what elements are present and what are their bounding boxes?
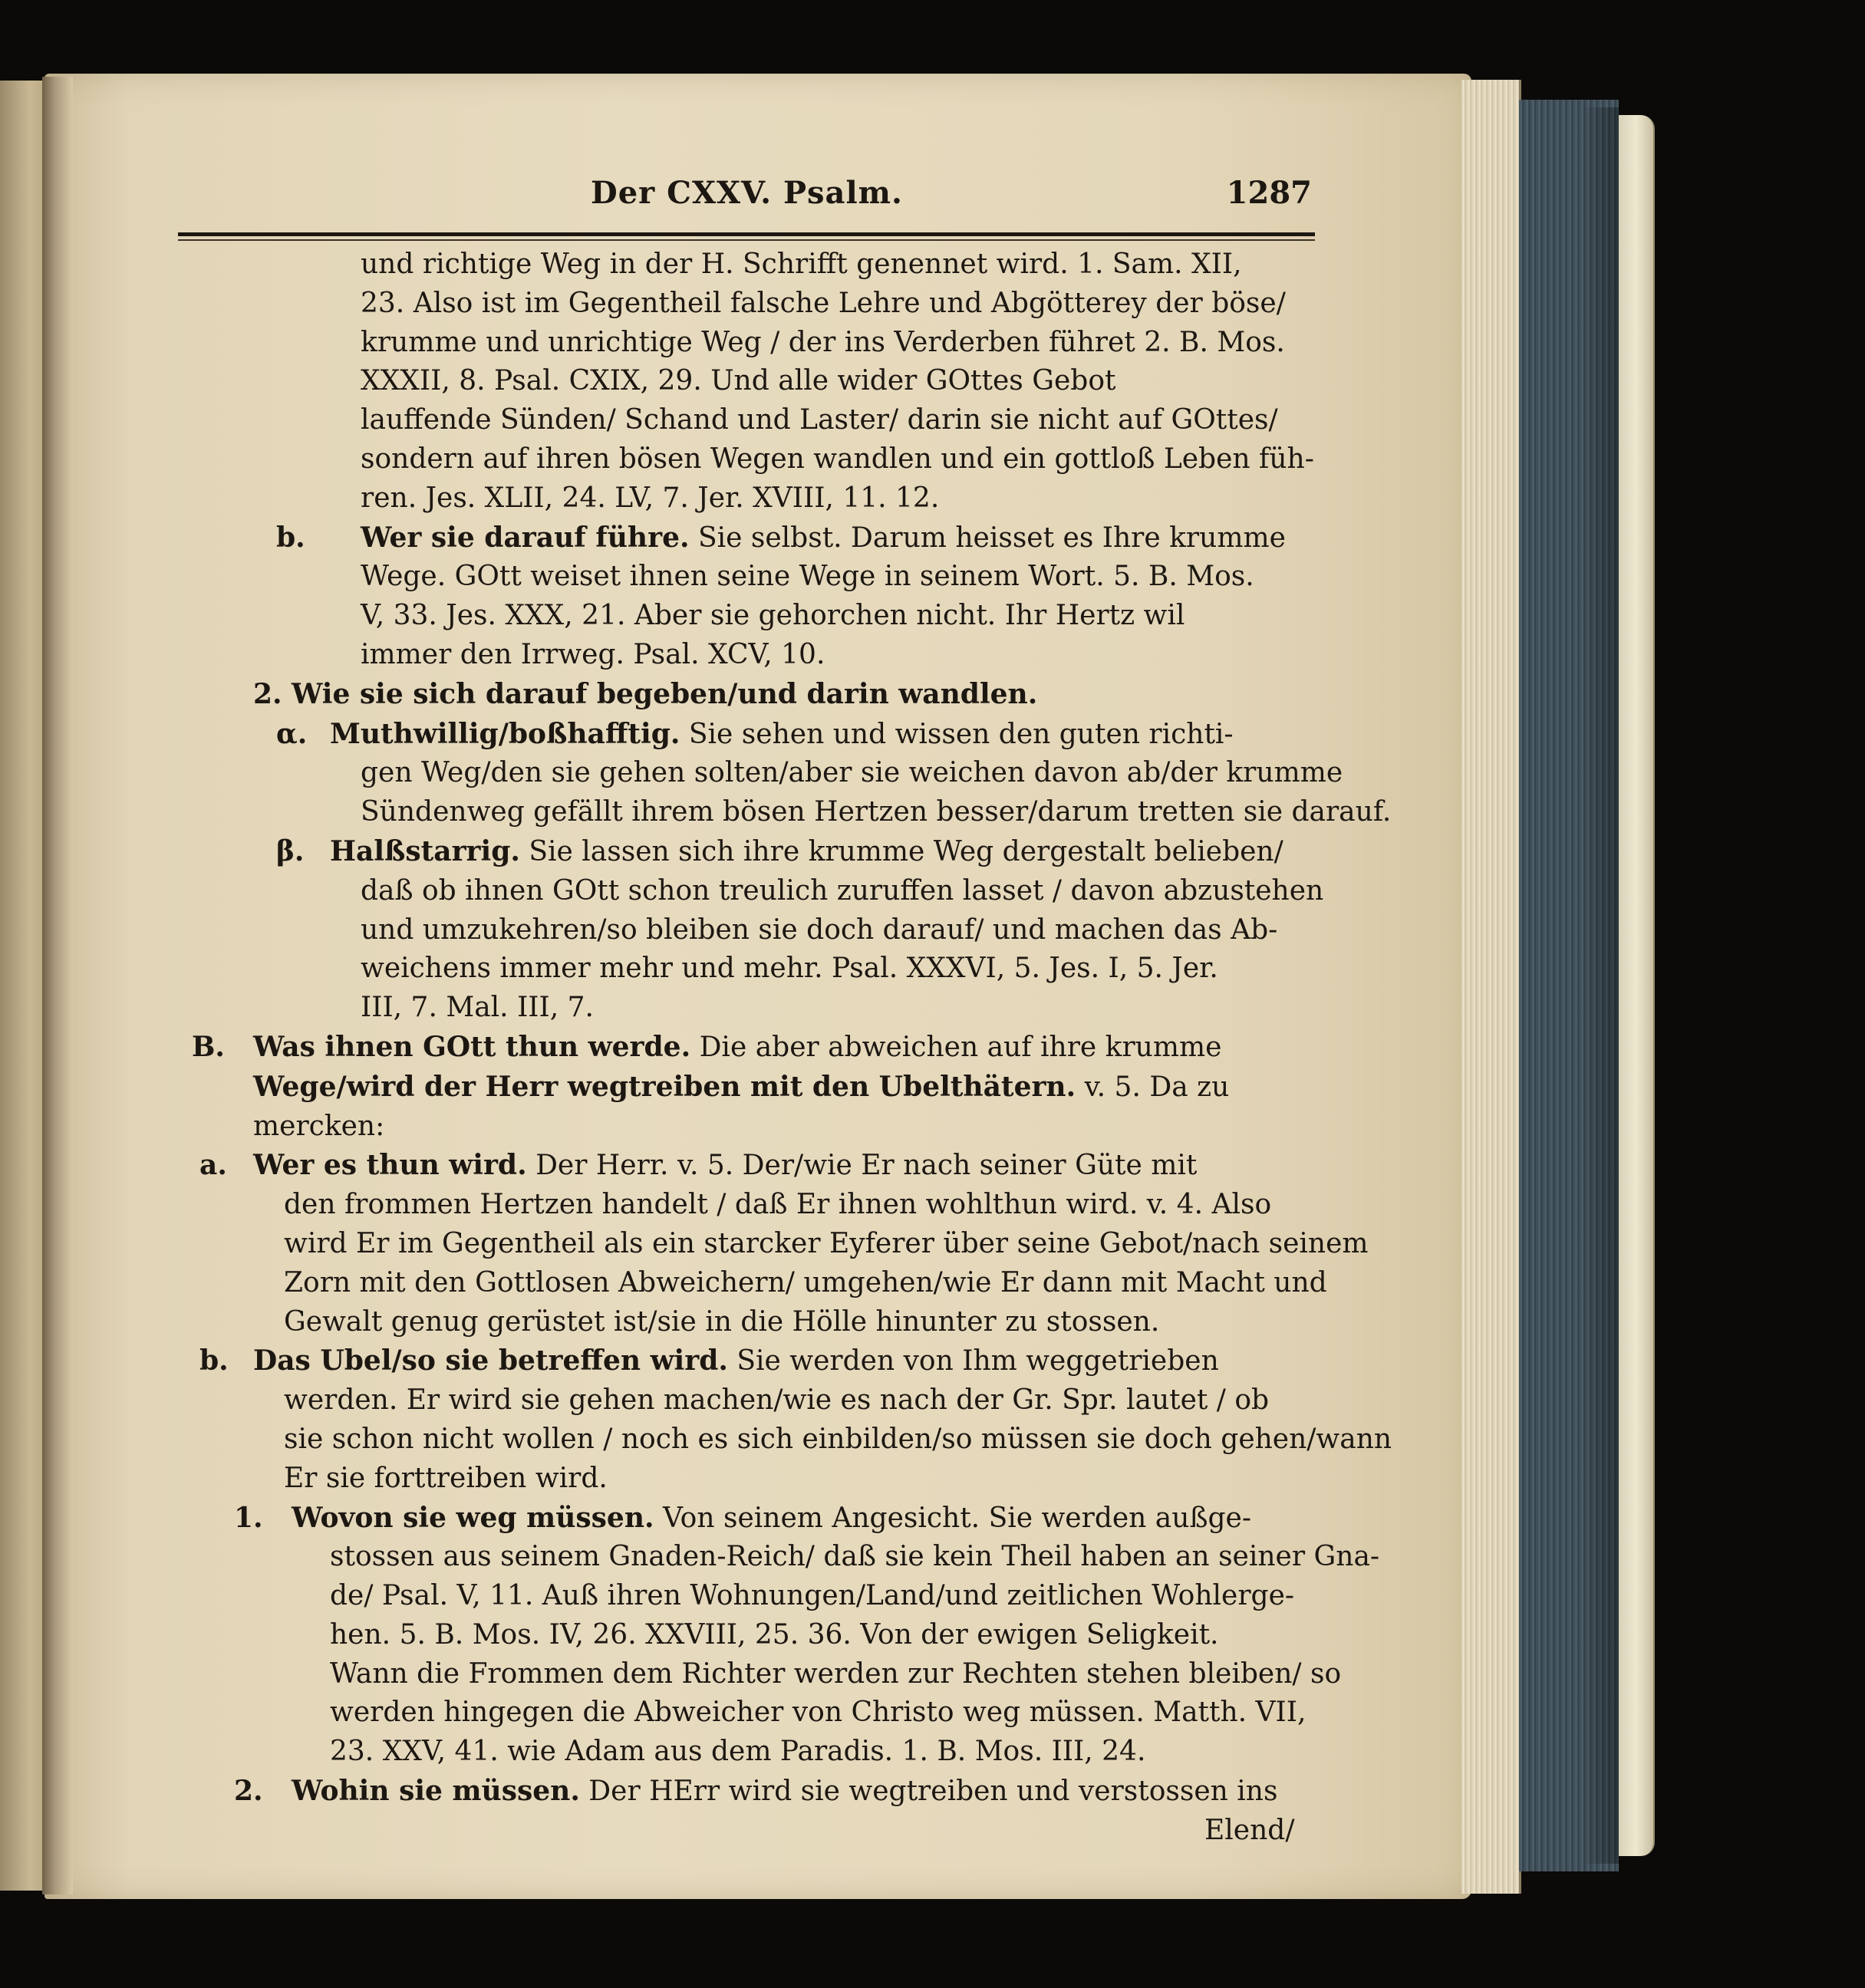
heading-phrase: Wie sie sich darauf begeben/und darin wandlen. [292, 677, 1038, 710]
text-line [192, 1303, 1312, 1342]
text-line [192, 1028, 1312, 1068]
text-line [192, 1420, 1392, 1460]
line-text: sondern auf ihren bösen Wegen wandlen und ein gottloß Leben füh- [361, 443, 1314, 475]
heading-phrase: Wovon sie weg müssen. [292, 1501, 654, 1534]
line-text: den frommen Hertzen handelt / daß Er ihnen wohlthun wird. v. 4. Also [284, 1189, 1272, 1221]
line-text: Von seinem Angesicht. Sie werden außge- [654, 1502, 1252, 1534]
outline-marker: 2. [234, 1775, 263, 1808]
text-line [192, 1772, 1312, 1812]
line-text: mercken: [253, 1110, 385, 1142]
line-text: Sie werden von Ihm weggetrieben [727, 1345, 1219, 1377]
heading-phrase: Wohin sie müssen. [292, 1775, 580, 1808]
text-line [192, 1577, 1312, 1616]
body-text [192, 245, 1392, 1851]
text-line [192, 1733, 1312, 1772]
text-line [192, 950, 1312, 989]
outline-marker: B. [192, 1030, 225, 1063]
outline-marker: b. [199, 1345, 229, 1377]
text-line [192, 872, 1324, 911]
text-line [192, 911, 1312, 950]
header-rule [178, 232, 1315, 236]
running-title: Der CXXV. Psalm. [591, 175, 903, 211]
text-line [192, 401, 1312, 440]
line-text: stossen aus seinem Gnaden-Reich/ daß sie kein Theil haben an seiner Gna- [330, 1541, 1380, 1573]
line-text: Wege. GOtt weiset ihnen seine Wege in seinem Wort. 5. B. Mos. [361, 561, 1254, 593]
line-text: sie schon nicht wollen / noch es sich einbilden/so müssen sie doch gehen/wann [284, 1423, 1392, 1455]
text-line [192, 1693, 1312, 1733]
text-line [192, 675, 1312, 715]
line-text: XXXII, 8. Psal. CXIX, 29. Und alle wider GOttes Gebot [361, 365, 1116, 397]
text-line [192, 1655, 1342, 1694]
line-text: und umzukehren/so bleiben sie doch darauf/ und machen das Ab- [361, 913, 1278, 946]
outline-marker: b. [276, 521, 305, 554]
text-line [192, 1341, 1312, 1381]
text-line [192, 1068, 1312, 1108]
text-line [192, 1499, 1312, 1539]
line-text: werden hingegen die Abweicher von Christo weg müssen. Matth. VII, [330, 1697, 1306, 1729]
outline-marker: β. [276, 834, 305, 867]
outline-marker: a. [199, 1149, 227, 1182]
text-line [192, 245, 1312, 285]
line-text: hen. 5. B. Mos. IV, 26. XXVIII, 25. 36. Von der ewigen Seligkeit. [330, 1618, 1219, 1651]
text-line [192, 440, 1312, 479]
line-text: weichens immer mehr und mehr. Psal. XXXVI, 5. Jes. I, 5. Jer. [361, 953, 1218, 985]
line-text: 23. XXV, 41. wie Adam aus dem Paradis. 1. B. Mos. III, 24. [330, 1736, 1146, 1768]
heading-phrase: Das Ubel/so sie betreffen wird. [253, 1345, 728, 1377]
book-gutter [42, 77, 73, 1894]
line-text: Der Herr. v. 5. Der/wie Er nach seiner Güte mit [526, 1150, 1198, 1182]
fore-edge-shadow [1580, 107, 1619, 1864]
page-number: 1287 [1226, 175, 1312, 211]
text-line [192, 597, 1312, 636]
back-cover-edge [1619, 115, 1655, 1856]
text-line [192, 1108, 1312, 1147]
line-text: Die aber abweichen auf ihre krumme [690, 1031, 1222, 1063]
line-text: werden. Er wird sie gehen machen/wie es nach der Gr. Spr. lautet / ob [284, 1384, 1270, 1417]
line-text: v. 5. Da zu [1076, 1071, 1230, 1103]
text-line [192, 1381, 1312, 1420]
text-line [192, 989, 1312, 1028]
line-text: lauffende Sünden/ Schand und Laster/ darin sie nicht auf GOttes/ [361, 404, 1278, 436]
line-text: Sie sehen und wissen den guten richti- [680, 718, 1234, 750]
line-text: daß ob ihnen GOtt schon treulich zuruffen lasset / davon abzustehen [361, 874, 1324, 907]
heading-phrase: Was ihnen GOtt thun werde. [253, 1030, 691, 1063]
text-line [192, 285, 1312, 324]
text-line [192, 793, 1392, 832]
heading-phrase: Wer es thun wird. [253, 1149, 527, 1182]
line-text: Gewalt genug gerüstet ist/sie in die Hölle hinunter zu stossen. [284, 1305, 1160, 1338]
page-edges [1461, 80, 1521, 1894]
line-text: Wann die Frommen dem Richter werden zur Rechten stehen bleiben/ so [330, 1657, 1342, 1690]
text-line [192, 1538, 1380, 1577]
text-line [192, 1264, 1327, 1303]
line-text: de/ Psal. V, 11. Auß ihren Wohnungen/Land/und zeitlichen Wohlerge- [330, 1580, 1295, 1612]
heading-phrase: Halßstarrig. [330, 834, 520, 867]
header-rule-thin [178, 239, 1315, 241]
line-text: krumme und unrichtige Weg / der ins Verderben führet 2. B. Mos. [361, 326, 1285, 358]
line-text: Der HErr wird sie wegtreiben und verstossen ins [579, 1776, 1278, 1808]
text-line [192, 558, 1312, 597]
text-line [192, 324, 1312, 363]
line-text: Zorn mit den Gottlosen Abweichern/ umgehen/wie Er dann mit Macht und [284, 1266, 1327, 1298]
heading-phrase: Muthwillig/boßhafftig. [330, 717, 680, 750]
line-text: Er sie forttreiben wird. [284, 1462, 608, 1494]
text-line [192, 715, 1312, 755]
outline-marker: 2. [253, 677, 282, 710]
text-line [192, 1146, 1312, 1186]
line-text: ren. Jes. XLII, 24. LV, 7. Jer. XVIII, 11. 12. [361, 482, 940, 514]
line-text: III, 7. Mal. III, 7. [361, 992, 594, 1024]
line-text: V, 33. Jes. XXX, 21. Aber sie gehorchen nicht. Ihr Hertz wil [361, 600, 1185, 632]
text-line [192, 362, 1312, 401]
outline-marker: α. [276, 717, 308, 750]
outline-marker: 1. [234, 1501, 263, 1534]
page-header [176, 175, 1312, 221]
text-line [192, 518, 1312, 558]
line-text: gen Weg/den sie gehen solten/aber sie weichen davon ab/der krumme [361, 757, 1343, 789]
text-line [192, 1616, 1312, 1655]
text-line [192, 636, 1312, 675]
text-line [192, 832, 1312, 872]
heading-phrase: Wer sie darauf führe. [361, 521, 690, 554]
text-line [192, 1186, 1312, 1225]
text-line [192, 1812, 1312, 1851]
heading-phrase: Wege/wird der Herr wegtreiben mit den Ubelthätern. [253, 1070, 1076, 1103]
text-line [192, 754, 1343, 793]
line-text: 23. Also ist im Gegentheil falsche Lehre und Abgötterey der böse/ [361, 287, 1286, 319]
text-line [192, 479, 1312, 518]
line-text: Sie lassen sich ihre krumme Weg dergestalt belieben/ [519, 835, 1283, 867]
line-text: Elend/ [1204, 1814, 1295, 1846]
text-line [192, 1225, 1369, 1264]
line-text: wird Er im Gegentheil als ein starcker Eyferer über seine Gebot/nach seinem [284, 1227, 1369, 1259]
line-text: Sündenweg gefällt ihrem bösen Hertzen besser/darum tretten sie darauf. [361, 796, 1392, 828]
line-text: und richtige Weg in der H. Schrifft genennet wird. 1. Sam. XII, [361, 248, 1242, 280]
line-text: Sie selbst. Darum heisset es Ihre krumme [689, 522, 1286, 554]
line-text: immer den Irrweg. Psal. XCV, 10. [361, 638, 825, 670]
text-line [192, 1460, 1312, 1499]
